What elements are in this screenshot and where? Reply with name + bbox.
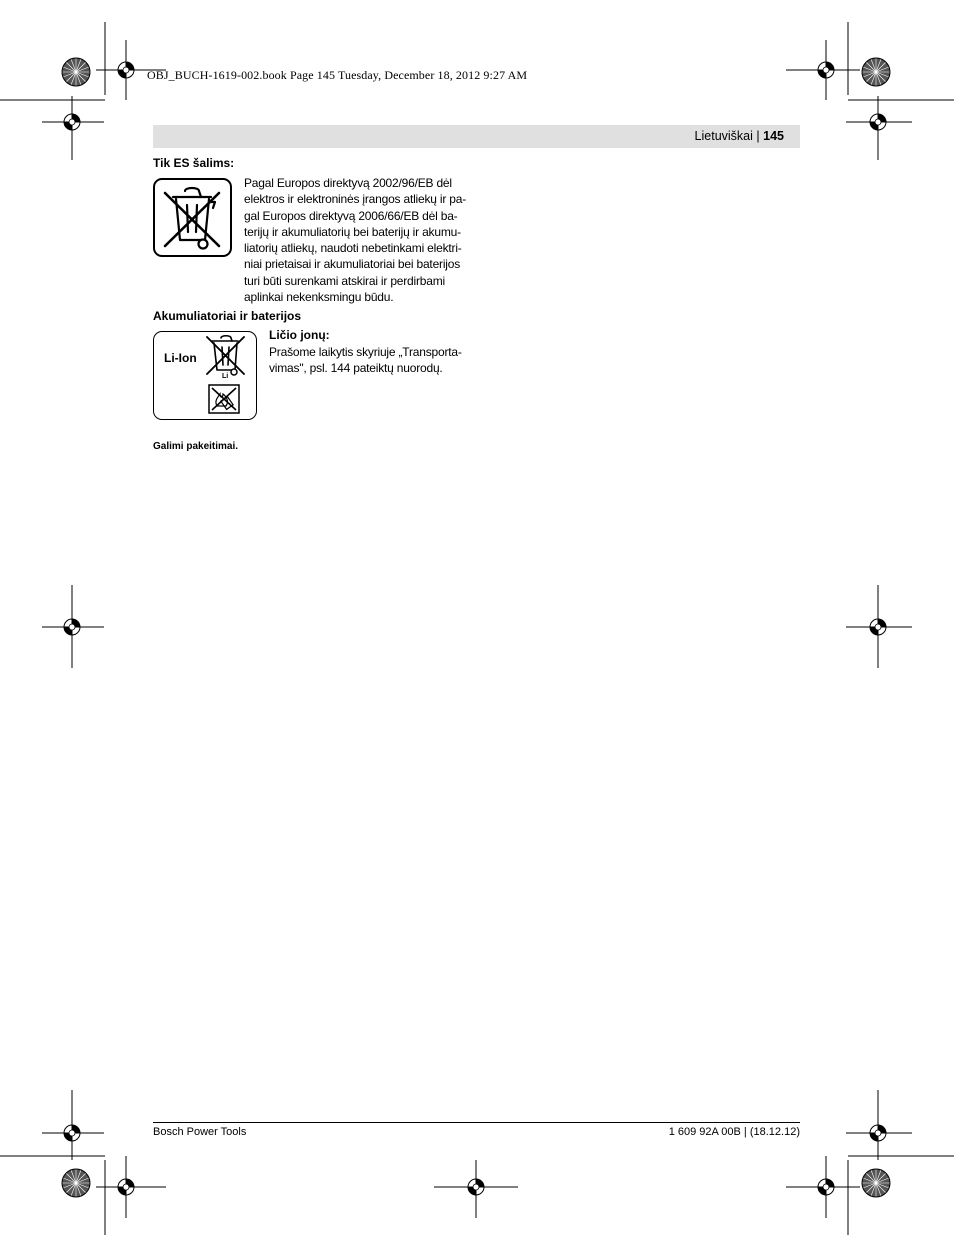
footer-brand: Bosch Power Tools (153, 1126, 247, 1138)
batteries-heading: Akumuliatoriai ir baterijos (153, 309, 302, 323)
eu-line: terijų ir akumuliatorių bei baterijų ir akumu- (244, 224, 461, 239)
eu-heading: Tik ES šalims: (153, 156, 235, 170)
li-symbol-label: Li (222, 373, 229, 380)
header-language: Lietuviškai (694, 129, 753, 143)
footer-doc-number: 1 609 92A 00B | (18.12.12) (668, 1126, 800, 1138)
changes-notice: Galimi pakeitimai. (153, 441, 239, 452)
eu-line: elektros ir elektroninės įrangos atliekų ir pa- (244, 192, 467, 207)
eu-disposal-text (244, 175, 466, 305)
no-fire-battery-icon (208, 384, 240, 414)
eu-line: aplinkai nekenksmingu būdu. (244, 290, 394, 305)
book-slug-line: OBJ_BUCH-1619-002.book Page 145 Tuesday, December 18, 2012 9:27 AM (147, 68, 528, 82)
eu-line: gal Europos direktyvą 2006/66/EB dėl ba- (244, 208, 458, 223)
eu-line: Pagal Europos direktyvą 2002/96/EB dėl (244, 176, 452, 190)
header-separator: | (756, 129, 760, 143)
crossed-out-wheelie-bin-icon (153, 178, 232, 257)
li-ion-label: Li-Ion (164, 351, 197, 365)
eu-line: turi būti surenkami atskirai ir perdirbami (244, 273, 446, 288)
eu-line: niai prietaisai ir akumuliatoriai bei baterijos (244, 257, 461, 272)
li-ion-battery-icon (153, 331, 257, 420)
li-ion-line: Prašome laikytis skyriuje „Transporta- (269, 345, 462, 359)
page-header-bar (153, 125, 800, 148)
page-number: 145 (763, 129, 784, 143)
li-ion-subheading: Ličio jonų: (269, 328, 330, 342)
li-ion-line: vimas", psl. 144 pateiktų nuorodų. (269, 361, 443, 376)
footer-rule (153, 1122, 800, 1123)
eu-line: liatorių atliekų, naudoti nebetinkami elektri- (244, 241, 462, 256)
li-ion-text (269, 344, 462, 377)
page-header (695, 129, 784, 143)
